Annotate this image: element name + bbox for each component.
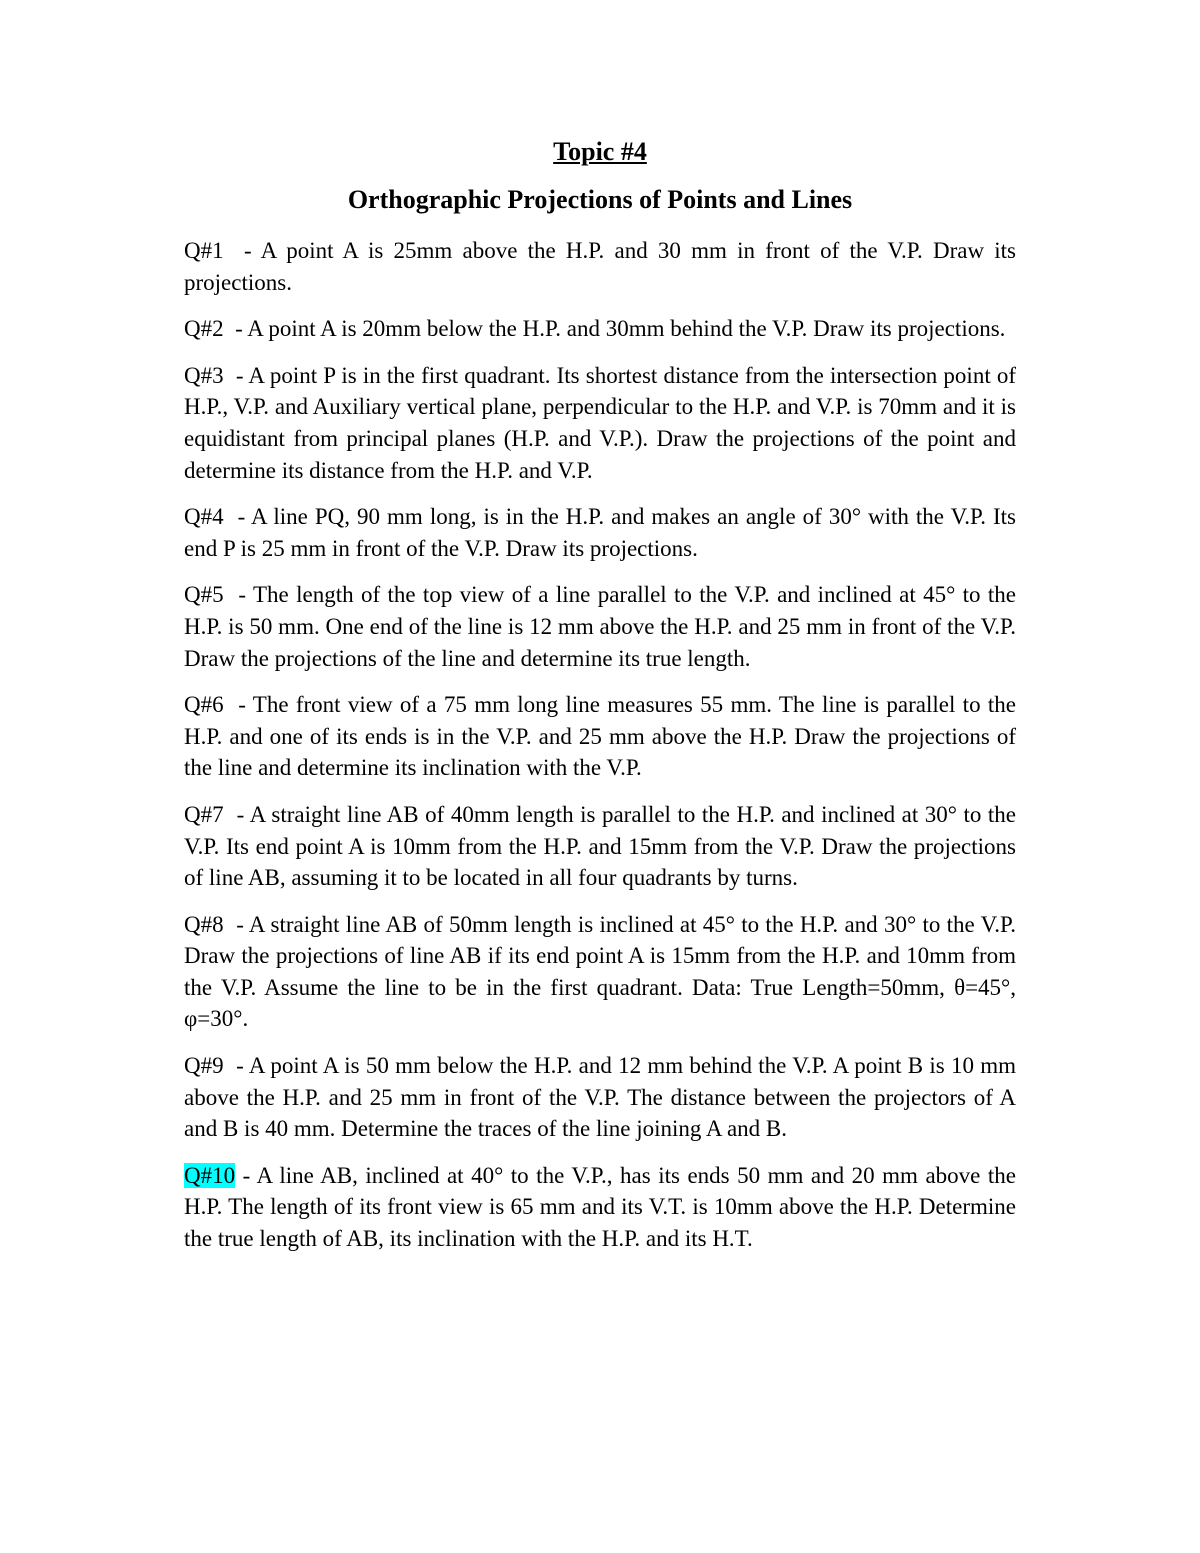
question-label: Q#3 [184, 362, 224, 388]
question-text: A straight line AB of 50mm length is inclined at 45° to the H.P. and 30° to the V.P. Draw the projections of line AB if its end point A is 15mm from the H.P. and 10mm from the V.P. Assume the line to be in the first quadrant. Data: True Length=50mm, θ=45°, φ=30°. [184, 911, 1016, 1032]
question-separator: - [223, 801, 250, 827]
question-separator: - [223, 362, 249, 388]
document-page [184, 132, 1016, 1255]
question-10 [184, 1160, 1016, 1255]
question-label: Q#8 [184, 911, 224, 937]
question-3 [184, 360, 1016, 486]
document-title: Orthographic Projections of Points and Lines [347, 185, 853, 214]
question-2 [184, 313, 1016, 345]
question-1 [184, 235, 1016, 298]
question-label: Q#2 [184, 316, 224, 342]
question-text: A point A is 25mm above the H.P. and 30 mm in front of the V.P. Draw its projections. [184, 238, 1016, 295]
question-7 [184, 799, 1016, 894]
question-label: Q#1 [184, 238, 224, 263]
question-separator: - [223, 1053, 249, 1079]
question-separator: - [223, 692, 253, 718]
question-text: The front view of a 75 mm long line measures 55 mm. The line is parallel to the H.P. and one of its ends is in the V.P. and 25 mm above the H.P. Draw the projections of the line and determine its inclination with the V.P. [184, 692, 1016, 781]
question-text: A line AB, inclined at 40° to the V.P., has its ends 50 mm and 20 mm above the H.P. The length of its front view is 65 mm and its V.T. is 10mm above the H.P. Determine the true length of AB, its inclination with the H.P. and its H.T. [184, 1162, 1016, 1252]
question-separator: - [223, 316, 248, 342]
question-label: Q#5 [184, 582, 224, 608]
question-label-highlighted: Q#10 [184, 1162, 236, 1188]
question-9 [184, 1050, 1016, 1145]
question-label: Q#6 [184, 692, 224, 718]
question-4 [184, 501, 1016, 564]
question-text: A point P is in the first quadrant. Its shortest distance from the intersection point of H.P., V.P. and Auxiliary vertical plane, perpendicular to the H.P. and V.P. is 70mm and it is equidistant from principal planes (H.P. and V.P.). Draw the projections of the point and determine its distance from the H.P. and V.P. [184, 362, 1017, 483]
question-text: A straight line AB of 40mm length is parallel to the H.P. and inclined at 30° to the V.P. Its end point A is 10mm from the H.P. and 15mm from the V.P. Draw the projections of line AB, assuming it to be located in all four quadrants by turns. [184, 801, 1017, 891]
question-separator: - [223, 238, 261, 263]
question-separator: - [223, 582, 253, 608]
question-label: Q#4 [184, 504, 224, 530]
question-6 [184, 689, 1016, 784]
question-text: A point A is 20mm below the H.P. and 30mm behind the V.P. Draw its projections. [247, 316, 1006, 342]
question-text: A line PQ, 90 mm long, is in the H.P. and makes an angle of 30° with the V.P. Its end P is 25 mm in front of the V.P. Draw its projections. [184, 504, 1016, 561]
question-8 [184, 909, 1016, 1035]
question-label: Q#9 [184, 1053, 224, 1079]
question-separator: - [223, 911, 249, 937]
topic-heading: Topic #4 [553, 137, 647, 166]
question-5 [184, 579, 1016, 674]
question-text: The length of the top view of a line parallel to the V.P. and inclined at 45° to the H.P. is 50 mm. One end of the line is 12 mm above the H.P. and 25 mm in front of the V.P. Draw the projections of the line and determine its true length. [184, 582, 1016, 671]
question-separator: - [235, 1162, 257, 1188]
question-text: A point A is 50 mm below the H.P. and 12 mm behind the V.P. A point B is 10 mm above the H.P. and 25 mm in front of the V.P. The distance between the projectors of A and B is 40 mm. Determine the traces of the line joining A and B. [184, 1053, 1017, 1142]
question-separator: - [223, 504, 252, 530]
question-label: Q#7 [184, 801, 224, 827]
